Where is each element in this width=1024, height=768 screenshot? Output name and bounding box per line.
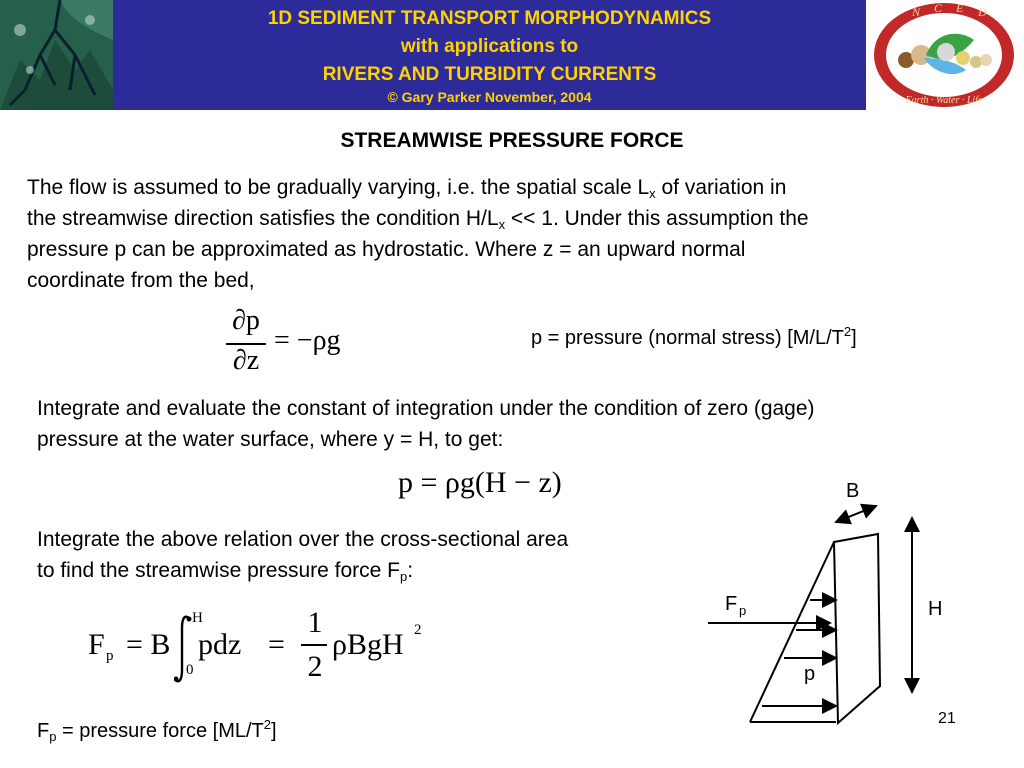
label-Fp-sub: p [739, 603, 747, 618]
slide-title: STREAMWISE PRESSURE FORCE [340, 129, 684, 152]
eq3-equals: = [268, 628, 285, 661]
force-line-2: to find the streamwise pressure force $F_p$: [37, 559, 414, 584]
label-B: B [846, 480, 860, 502]
eq3-integrand: pdz [198, 628, 242, 661]
intro-line-4: coordinate from the bed, [27, 269, 255, 292]
integrate-line-1: Integrate and evaluate the constant of integration under the condition of zero (gage) [37, 397, 815, 420]
header-subtitle-2: RIVERS AND TURBIDITY CURRENTS [322, 64, 657, 85]
label-Fp: F [725, 593, 738, 615]
logo-letter-e: E [956, 1, 964, 15]
header-subtitle: with applications to [400, 36, 579, 57]
force-paragraph [37, 524, 697, 586]
intro-line-3: pressure p can be approximated as hydrostatic. Where z = an upward normal [27, 238, 746, 261]
intro-paragraph [27, 172, 1007, 296]
nced-logo [866, 0, 1024, 110]
page-number: 21 [938, 710, 956, 727]
integrate-paragraph [37, 393, 1007, 455]
label-H: H [928, 598, 943, 620]
force-line-1: Integrate the above relation over the cross-sectional area [37, 528, 569, 551]
eq3-F-sub: p [106, 648, 114, 664]
eq1-denominator: ∂z [232, 345, 260, 376]
intro-line-1: The flow is assumed to be gradually varying, i.e. the spatial scale $L_x$ of variation in [27, 176, 787, 201]
equation-pressure-force [88, 606, 448, 696]
eq3-upper-limit: H [192, 610, 203, 626]
pressure-force-diagram [700, 470, 950, 730]
label-p: p [804, 663, 816, 685]
eq3-lower-limit: 0 [186, 662, 194, 678]
header-title: 1D SEDIMENT TRANSPORT MORPHODYNAMICS [267, 8, 712, 29]
logo-letter-c: C [934, 1, 943, 15]
width-arrow [836, 506, 876, 522]
header-banner [113, 0, 866, 110]
logo-motto: Earth · Water · Life [905, 95, 983, 106]
eq3-rhs: ρBgH [332, 628, 404, 661]
integrate-line-2: pressure at the water surface, where y = H, to get: [37, 428, 504, 451]
equation-pressure-profile: p = ρg(H − z) [398, 466, 562, 499]
pressure-profile-line [750, 542, 834, 722]
eq1-rhs: = −ρg [274, 325, 341, 356]
logo-letter-d: D [978, 5, 987, 19]
eq3-rhs-sup: 2 [414, 622, 422, 638]
force-definition: $F_p$ = pressure force $[ML/T^2]$ [37, 717, 277, 744]
intro-line-2: the streamwise direction satisfies the condition $H/L_x << 1$. Under this assumption the [27, 207, 809, 232]
header-copyright: © Gary Parker November, 2004 [387, 89, 592, 105]
eq3-frac-bar [301, 644, 327, 646]
delta-satellite-image [0, 0, 113, 110]
eq3-equals-B: = B [126, 628, 171, 661]
pressure-definition: p = pressure (normal stress) $[M/L/T^2]$ [531, 324, 857, 349]
eq3-F: F [88, 628, 105, 661]
eq3-frac-num: 1 [307, 606, 323, 639]
eq1-numerator: ∂p [232, 305, 260, 336]
logo-letter-n: N [912, 5, 921, 19]
cross-section-slab [834, 534, 880, 723]
eq3-frac-den: 2 [307, 650, 323, 683]
